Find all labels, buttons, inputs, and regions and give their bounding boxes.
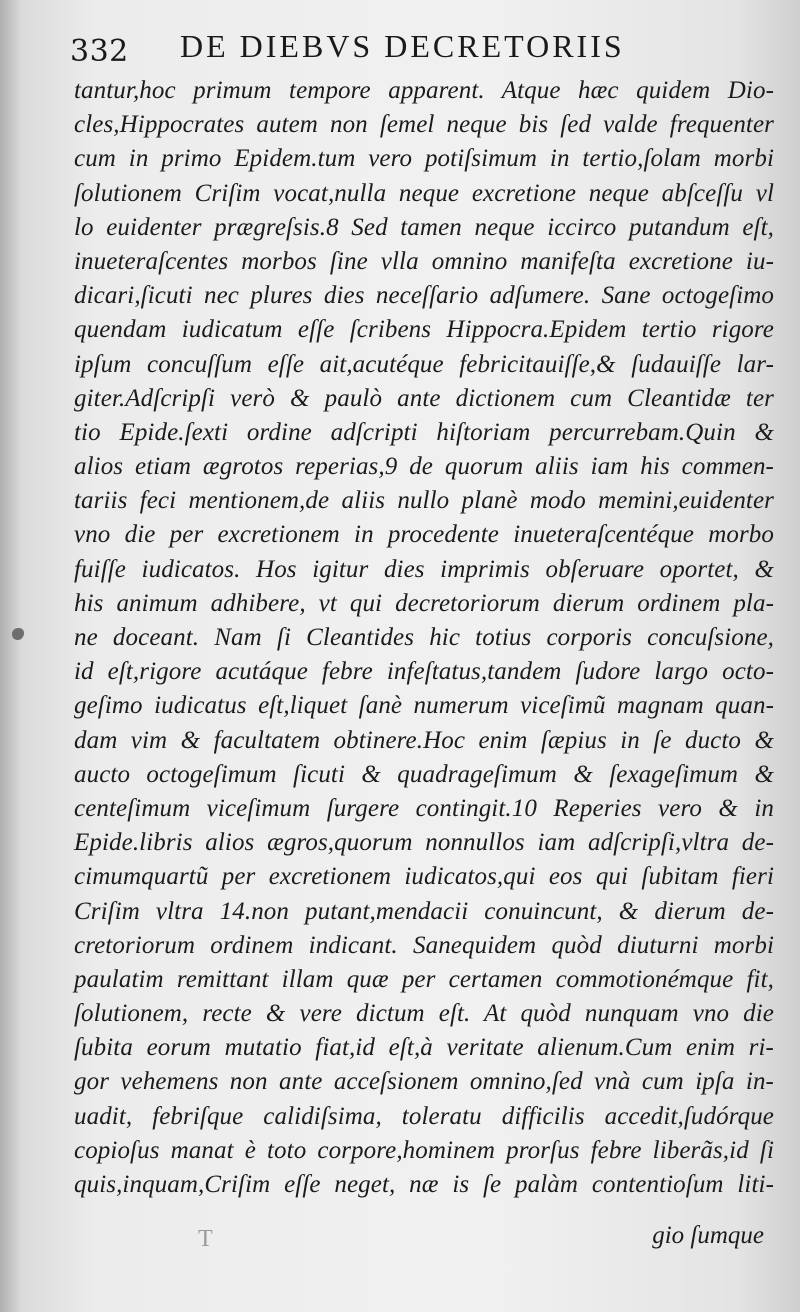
running-head: DE DIEBVS DECRETORIIS [180, 28, 625, 64]
text-line: copioſus manat è toto corpore,hominem prorſus febre liberãs,id ſi [74, 1136, 774, 1164]
page-header [70, 28, 770, 68]
text-line: tio Epide.ſexti ordine adſcripti hiſtoriam percurrebam.Quin & [74, 418, 774, 446]
text-line: ipſum concuſſum eſſe ait,acutéque febricitauiſſe,& ſudauiſſe lar- [74, 350, 774, 378]
text-line: cles,Hippocrates autem non ſemel neque bis ſed valde frequenter [74, 111, 774, 139]
text-line: ne doceant. Nam ſi Cleantides hic totius corporis concuſsione, [74, 624, 774, 651]
text-line: fuiſſe iudicatos. Hos igitur dies imprimis obſeruare oportet, & [74, 555, 774, 583]
text-line: Epide.libris alios ægros,quorum nonnullos iam adſcripſi,vltra de- [74, 829, 774, 857]
text-line: aucto octogeſimum ſicuti & quadrageſimum & ſexageſimum & [74, 760, 774, 788]
text-line: gor vehemens non ante acceſsionem omnino,ſed vnà cum ipſa in- [74, 1068, 774, 1096]
text-line: giter.Adſcripſi verò & paulò ante dictionem cum Cleantidæ ter [74, 384, 774, 412]
text-line: cum in primo Epidem.tum vero potiſsimum in tertio,ſolam morbi [74, 145, 774, 173]
text-line: ſolutionem Criſim vocat,nulla neque excretione neque abſceſſu vl [74, 179, 774, 207]
page-number: 332 [70, 34, 129, 69]
text-line: cretoriorum ordinem indicant. Sanequidem quòd diuturni morbi [74, 931, 774, 959]
text-line: tantur,hoc primum tempore apparent. Atque hæc quidem Dio- [74, 77, 774, 104]
text-line: inueteraſcentes morbos ſine vlla omnino manifeſta excretione iu- [74, 247, 774, 275]
text-line: dam vim & facultatem obtinere.Hoc enim ſæpius in ſe ducto & [74, 726, 774, 754]
body-text [74, 74, 774, 1202]
text-line: uadit, febriſque calidiſsima, toleratu difficilis accedit,ſudórque [74, 1102, 774, 1130]
text-line: his animum adhibere, vt qui decretoriorum dierum ordinem pla- [74, 589, 774, 617]
text-line: Criſim vltra 14.non putant,mendacii conuincunt, & dierum de- [74, 897, 774, 925]
text-line: dicari,ſicuti nec plures dies neceſſario adſumere. Sane octogeſimo [74, 282, 774, 310]
text-line: quis,inquam,Criſim eſſe neget, næ is ſe palàm contentioſum liti- [74, 1171, 774, 1198]
text-line: ſolutionem, recte & vere dictum eſt. At quòd nunquam vno die [74, 1000, 774, 1028]
ink-speck [12, 628, 24, 640]
text-line: cimumquartũ per excretionem iudicatos,qui eos qui ſubitam fieri [74, 863, 774, 891]
text-line: quendam iudicatum eſſe ſcribens Hippocra.Epidem tertio rigore [74, 316, 774, 344]
text-line: ſubita eorum mutatio fiat,id eſt,à veritate alienum.Cum enim ri- [74, 1034, 774, 1062]
text-line: geſimo iudicatus eſt,liquet ſanè numerum viceſimũ magnam quan- [74, 692, 774, 720]
text-line: alios etiam ægrotos reperias,9 de quorum aliis iam his commen- [74, 453, 774, 481]
signature-mark: T [198, 1226, 213, 1252]
text-line: tariis feci mentionem,de aliis nullo planè modo memini,euidenter [74, 487, 774, 515]
text-line: vno die per excretionem in procedente inueteraſcentéque morbo [74, 521, 774, 549]
gutter-shadow [0, 0, 22, 1312]
text-line: id eſt,rigore acutáque febre infeſtatus,tandem ſudore largo octo- [74, 658, 774, 686]
text-line: paulatim remittant illam quæ per certamen commotionémque fit, [74, 965, 774, 993]
text-line: centeſimum viceſimum ſurgere contingit.10 Reperies vero & in [74, 794, 774, 822]
text-line: lo euidenter prægreſsis.8 Sed tamen neque iccirco putandum eſt, [74, 213, 774, 241]
catchword: gio ſumque [652, 1222, 764, 1249]
